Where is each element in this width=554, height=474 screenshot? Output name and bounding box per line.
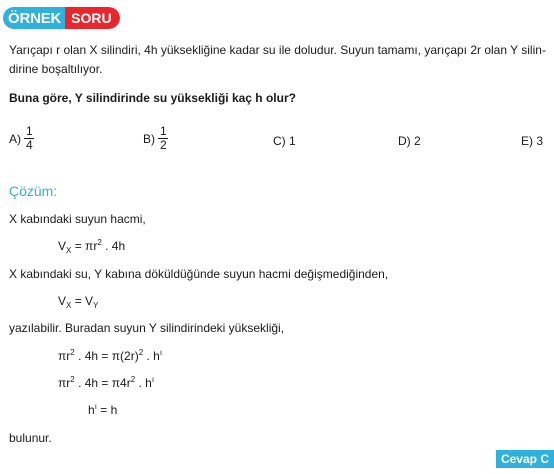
- choice-e[interactable]: E) 3: [521, 134, 544, 148]
- choice-d[interactable]: D) 2: [398, 134, 421, 148]
- solution-line-2: X kabındaki su, Y kabına döküldüğünde suyun hacmi değişmediğinden,: [9, 267, 389, 281]
- solution-line-4: bulunur.: [9, 431, 52, 445]
- equation-vx-equals-vy: $V_X = V_Y$: [58, 294, 99, 310]
- solution-title: Çözüm:: [9, 183, 58, 199]
- choice-a-denominator: 4: [26, 138, 33, 152]
- equation-step-3: $h^ı = h$: [88, 402, 118, 417]
- choice-b-numerator: 1: [160, 124, 167, 138]
- choice-b-label: B): [143, 131, 155, 146]
- badge-soru-label: SORU: [65, 7, 119, 29]
- question-line-2: dirine boşaltılıyor.: [9, 62, 103, 76]
- solution-line-1: X kabındaki suyun hacmi,: [9, 212, 146, 226]
- choice-a-label: A): [9, 131, 21, 146]
- choice-a-numerator: 1: [26, 124, 33, 138]
- choice-c[interactable]: C) 1: [273, 134, 296, 148]
- question-prompt: Buna göre, Y silindirinde su yüksekliği kaç h olur?: [9, 91, 296, 105]
- choice-a[interactable]: [9, 125, 35, 152]
- answer-badge: Cevap C: [496, 450, 554, 468]
- question-line-1: Yarıçapı r olan X silindiri, 4h yüksekliğine kadar su ile doludur. Suyun tamamı, yarıçapı 2r olan Y silin-: [9, 43, 546, 57]
- equation-step-2: $\pi r^2$ . $4h = \pi 4r^2$ . $h^ı$: [58, 375, 155, 390]
- choice-b-denominator: 2: [160, 138, 167, 152]
- choice-b-fraction: [158, 125, 169, 152]
- badge-ornek-label: ÖRNEK: [3, 7, 65, 29]
- choice-a-fraction: [24, 125, 35, 152]
- example-question-badge: [3, 7, 120, 29]
- equation-volume-x: $V_X = \pi r^2$ . 4h: [58, 238, 126, 255]
- equation-step-1: $\pi r^2$ . $4h = \pi(2r)^2$ . $h^ı$: [58, 348, 163, 363]
- solution-line-3: yazılabilir. Buradan suyun Y silindirindeki yüksekliği,: [9, 321, 285, 335]
- choice-b[interactable]: [143, 125, 169, 152]
